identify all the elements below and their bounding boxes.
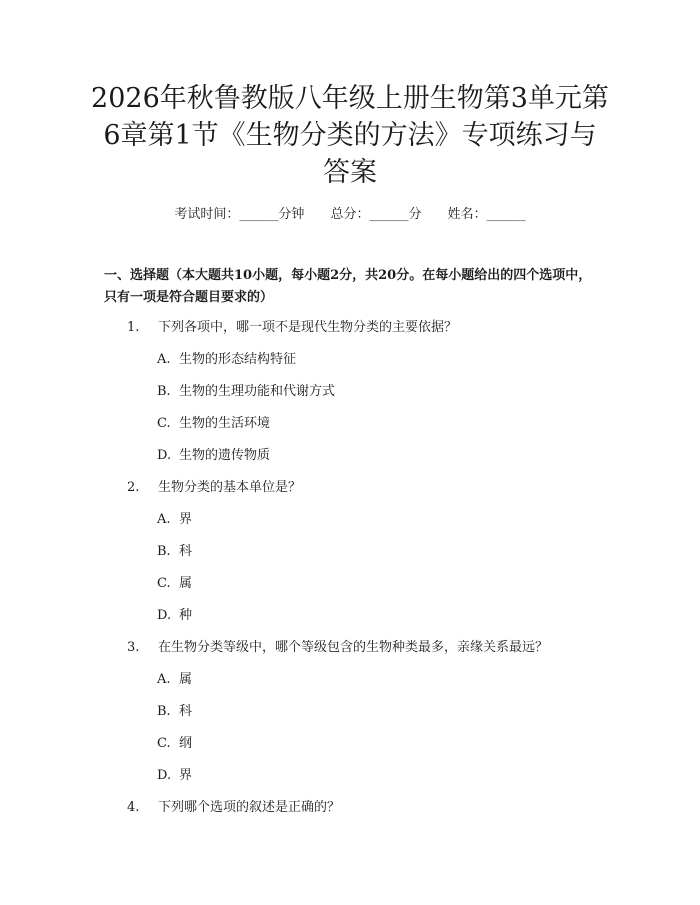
option-letter: A. [157,352,171,367]
exam-info-line [0,206,700,224]
question-2-option-b [157,543,192,561]
question-1-option-a [157,351,296,369]
option-letter: C. [157,576,171,591]
option-text: 生物的形态结构特征 [179,352,297,367]
question-3 [127,639,548,657]
question-number: 2. [127,480,140,495]
document-title: 2026年秋鲁教版八年级上册生物第3单元第6章第1节《生物分类的方法》专项练习与答案 [91,83,609,188]
option-letter: C. [157,736,171,751]
option-letter: B. [157,704,171,719]
question-number: 3. [127,640,140,655]
question-1-option-b [157,383,335,401]
option-text: 种 [179,608,193,623]
option-text: 生物的生活环境 [179,416,271,431]
question-4 [127,799,340,817]
option-letter: A. [157,512,171,527]
question-3-option-b [157,703,192,721]
option-text: 界 [179,512,193,527]
option-letter: D. [157,768,172,783]
option-letter: B. [157,384,171,399]
option-text: 生物的生理功能和代谢方式 [179,384,336,399]
question-text: 下列各项中，哪一项不是现代生物分类的主要依据？ [158,320,458,335]
question-2-option-d [157,607,192,625]
option-letter: D. [157,608,172,623]
option-letter: D. [157,448,172,463]
question-2-option-c [157,575,192,593]
question-3-option-a [157,671,192,689]
question-3-option-c [157,735,192,753]
question-3-option-d [157,767,192,785]
option-text: 界 [179,768,193,783]
question-text: 下列哪个选项的叙述是正确的？ [158,800,341,815]
option-text: 属 [179,576,193,591]
option-letter: A. [157,672,171,687]
option-letter: B. [157,544,171,559]
option-text: 科 [179,544,193,559]
question-1 [127,319,457,337]
option-letter: C. [157,416,171,431]
option-text: 属 [179,672,193,687]
total-score-field: 总分：______分 [330,207,422,222]
option-text: 生物的遗传物质 [179,448,271,463]
section-heading: 一、选择题（本大题共10小题，每小题2分，共20分。在每小题给出的四个选项中，只有一项是符合题目要求的） [104,268,592,305]
option-text: 纲 [179,736,193,751]
question-text: 在生物分类等级中，哪个等级包含的生物种类最多，亲缘关系最远？ [158,640,549,655]
question-text: 生物分类的基本单位是？ [158,480,302,495]
exam-time-field: 考试时间：______分钟 [174,207,305,222]
question-number: 4. [127,800,140,815]
question-2-option-a [157,511,192,529]
question-2 [127,479,301,497]
option-text: 科 [179,704,193,719]
question-1-option-c [157,415,270,433]
question-1-option-d [157,447,270,465]
name-field: 姓名：______ [447,207,526,222]
question-number: 1. [127,320,140,335]
